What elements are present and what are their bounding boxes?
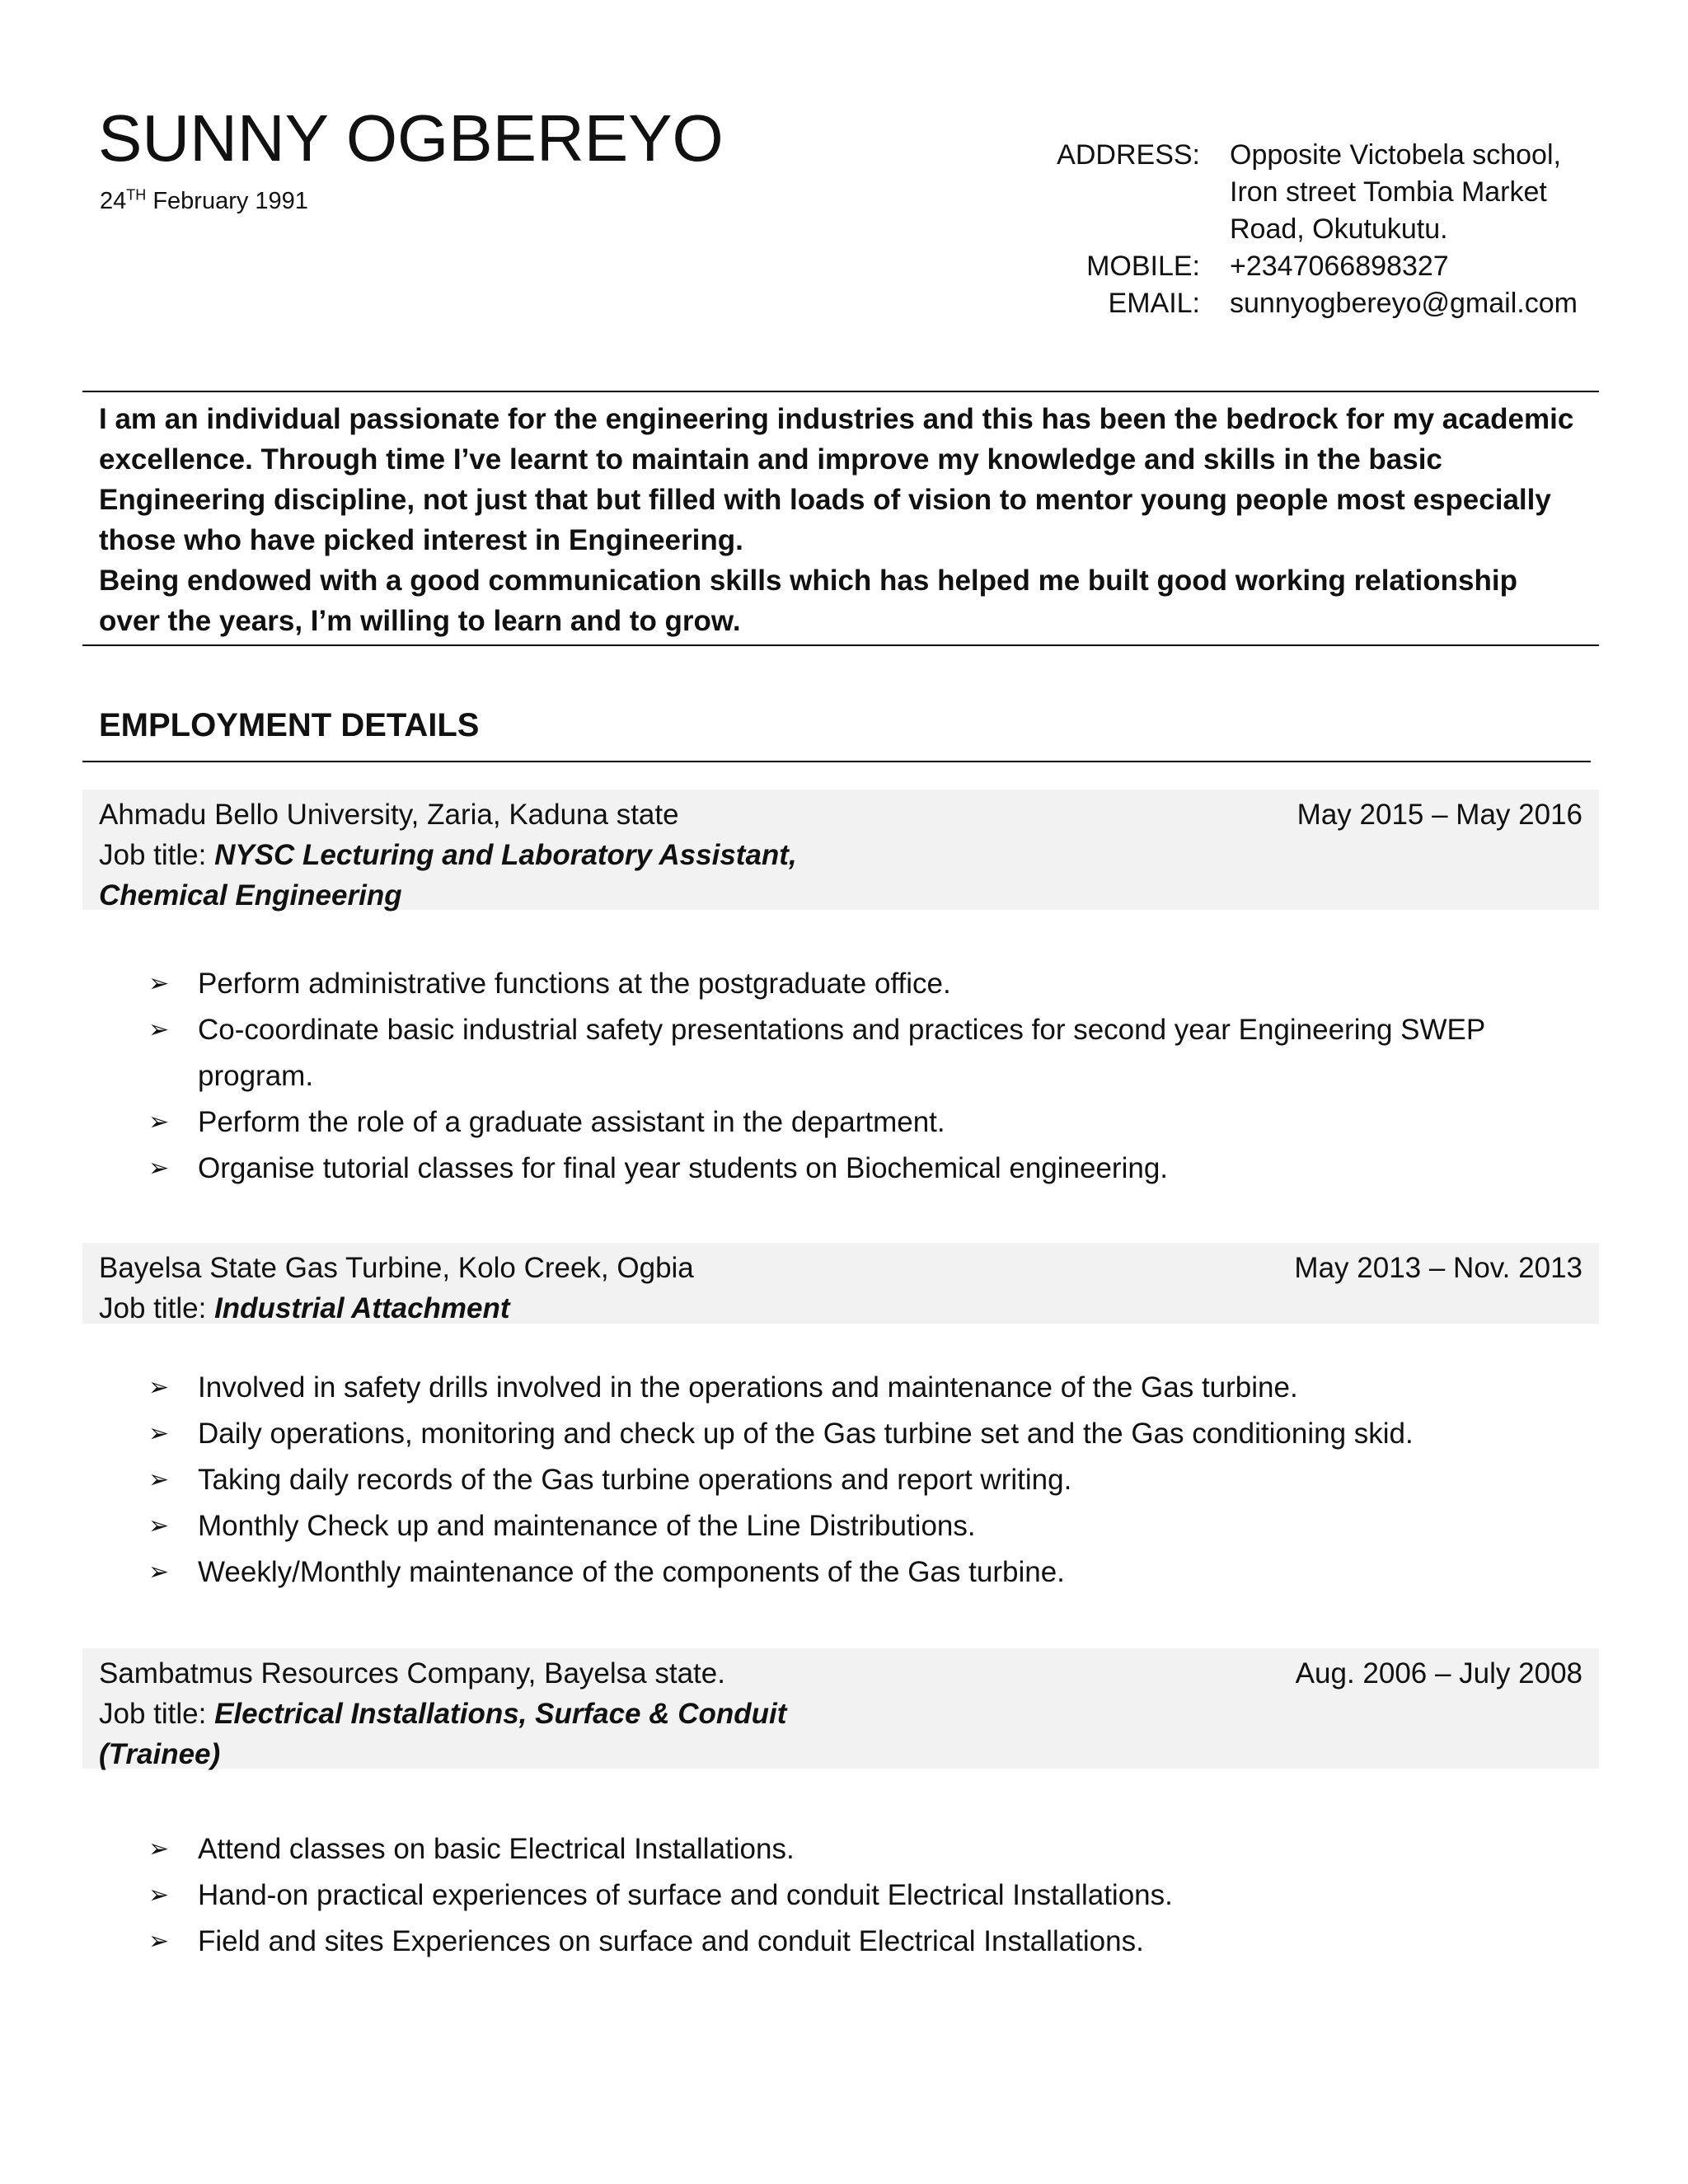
- list-item: [148, 1919, 1566, 1965]
- job-title-value: Industrial Attachment: [214, 1292, 510, 1324]
- duty-text: Field and sites Experiences on surface and conduit Electrical Installations.: [198, 1925, 1144, 1957]
- employment-heading: EMPLOYMENT DETAILS: [99, 707, 480, 743]
- candidate-name: SUNNY OGBEREYO: [98, 101, 724, 175]
- duty-text: Co-coordinate basic industrial safety presentations and practices for second year Engineering SWEP program.: [198, 1014, 1485, 1092]
- arrow-bullet-icon: ➢: [148, 1374, 170, 1401]
- dob-month-year: February 1991: [146, 188, 308, 214]
- job-title-label: Job title:: [99, 1698, 215, 1730]
- job-header: [82, 790, 1599, 910]
- mobile-row: [1039, 248, 1648, 285]
- job-title: [99, 1288, 1582, 1329]
- job-title-value: NYSC Lecturing and Laboratory Assistant,: [214, 839, 797, 871]
- duty-text: Taking daily records of the Gas turbine operations and report writing.: [198, 1464, 1072, 1496]
- dob-suffix: TH: [126, 186, 147, 204]
- arrow-bullet-icon: ➢: [148, 1016, 170, 1043]
- address-label: ADDRESS:: [1057, 139, 1200, 171]
- section-divider: [82, 761, 1591, 762]
- list-item: [148, 1549, 1566, 1596]
- arrow-bullet-icon: ➢: [148, 1512, 170, 1540]
- arrow-bullet-icon: ➢: [148, 970, 170, 997]
- arrow-bullet-icon: ➢: [148, 1466, 170, 1493]
- arrow-bullet-icon: ➢: [148, 1882, 170, 1909]
- employer-name: Ahmadu Bello University, Zaria, Kaduna state: [99, 799, 679, 831]
- duty-text: Attend classes on basic Electrical Installations.: [198, 1833, 795, 1865]
- job-title: [99, 835, 1582, 875]
- mobile-value: +2347066898327: [1230, 251, 1449, 282]
- employer-name: Bayelsa State Gas Turbine, Kolo Creek, Ogbia: [99, 1252, 694, 1284]
- arrow-bullet-icon: ➢: [148, 1558, 170, 1586]
- job-dates: May 2015 – May 2016: [1296, 799, 1582, 831]
- summary-paragraph: I am an individual passionate for the engineering industries and this has been the bedrock for my academic excellence. Through time I’ve learnt to maintain and improve my knowledge and skills in the basic Engineering discipline, not just that but filled with loads of vision to mentor young people most especially those who have picked interest in Engineering.: [99, 403, 1574, 556]
- list-item: [148, 1365, 1566, 1411]
- job-title-label: Job title:: [99, 1292, 215, 1324]
- duty-text: Monthly Check up and maintenance of the Line Distributions.: [198, 1510, 976, 1542]
- list-item: [148, 1872, 1566, 1919]
- job-title-label: Job title:: [99, 839, 215, 871]
- address-row: [1039, 137, 1648, 248]
- job-dates: Aug. 2006 – July 2008: [1295, 1657, 1582, 1690]
- list-item: [148, 1457, 1566, 1503]
- job-title-value-continued: (Trainee): [99, 1738, 221, 1770]
- duty-text: Organise tutorial classes for final year students on Biochemical engineering.: [198, 1152, 1169, 1184]
- job-title: [99, 1694, 1582, 1734]
- job-header: [82, 1648, 1599, 1769]
- dob-day: 24: [100, 188, 127, 214]
- job-duties-list: [148, 1826, 1566, 1965]
- duty-text: Perform administrative functions at the postgraduate office.: [198, 968, 951, 1000]
- email-label: EMAIL:: [1108, 288, 1200, 319]
- address-line: Iron street Tombia Market: [1230, 176, 1547, 208]
- list-item: [148, 1146, 1566, 1192]
- address-line: Road, Okutukutu.: [1230, 213, 1448, 245]
- duty-text: Hand-on practical experiences of surface and conduit Electrical Installations.: [198, 1879, 1173, 1911]
- arrow-bullet-icon: ➢: [148, 1108, 170, 1136]
- job-duties-list: [148, 961, 1566, 1192]
- job-duties-list: [148, 1365, 1566, 1596]
- address-line: Opposite Victobela school,: [1230, 139, 1561, 171]
- job-title-value-continued: Chemical Engineering: [99, 879, 402, 912]
- arrow-bullet-icon: ➢: [148, 1835, 170, 1863]
- mobile-label: MOBILE:: [1086, 251, 1200, 282]
- list-item: [148, 1411, 1566, 1457]
- arrow-bullet-icon: ➢: [148, 1155, 170, 1182]
- duty-text: Daily operations, monitoring and check up of the Gas turbine set and the Gas conditioning skid.: [198, 1418, 1414, 1450]
- email-value: sunnyogbereyo@gmail.com: [1230, 288, 1578, 319]
- address-value: [1230, 137, 1609, 248]
- summary-paragraph: Being endowed with a good communication skills which has helped me built good working relationship over the years, I’m willing to learn and to grow.: [99, 565, 1517, 637]
- date-of-birth: [100, 188, 308, 215]
- job-header: [82, 1243, 1599, 1324]
- list-item: [148, 1099, 1566, 1146]
- arrow-bullet-icon: ➢: [148, 1420, 170, 1447]
- duty-text: Perform the role of a graduate assistant in the department.: [198, 1106, 945, 1138]
- list-item: [148, 1007, 1566, 1099]
- contact-block: [1039, 137, 1648, 322]
- duty-text: Weekly/Monthly maintenance of the components of the Gas turbine.: [198, 1556, 1065, 1588]
- job-dates: May 2013 – Nov. 2013: [1294, 1252, 1582, 1284]
- profile-summary: [82, 391, 1599, 646]
- duty-text: Involved in safety drills involved in the operations and maintenance of the Gas turbine.: [198, 1371, 1298, 1404]
- arrow-bullet-icon: ➢: [148, 1928, 170, 1955]
- email-row: [1039, 285, 1648, 322]
- list-item: [148, 961, 1566, 1007]
- list-item: [148, 1503, 1566, 1549]
- employer-name: Sambatmus Resources Company, Bayelsa state.: [99, 1657, 725, 1690]
- list-item: [148, 1826, 1566, 1872]
- job-title-value: Electrical Installations, Surface & Conduit: [214, 1698, 787, 1730]
